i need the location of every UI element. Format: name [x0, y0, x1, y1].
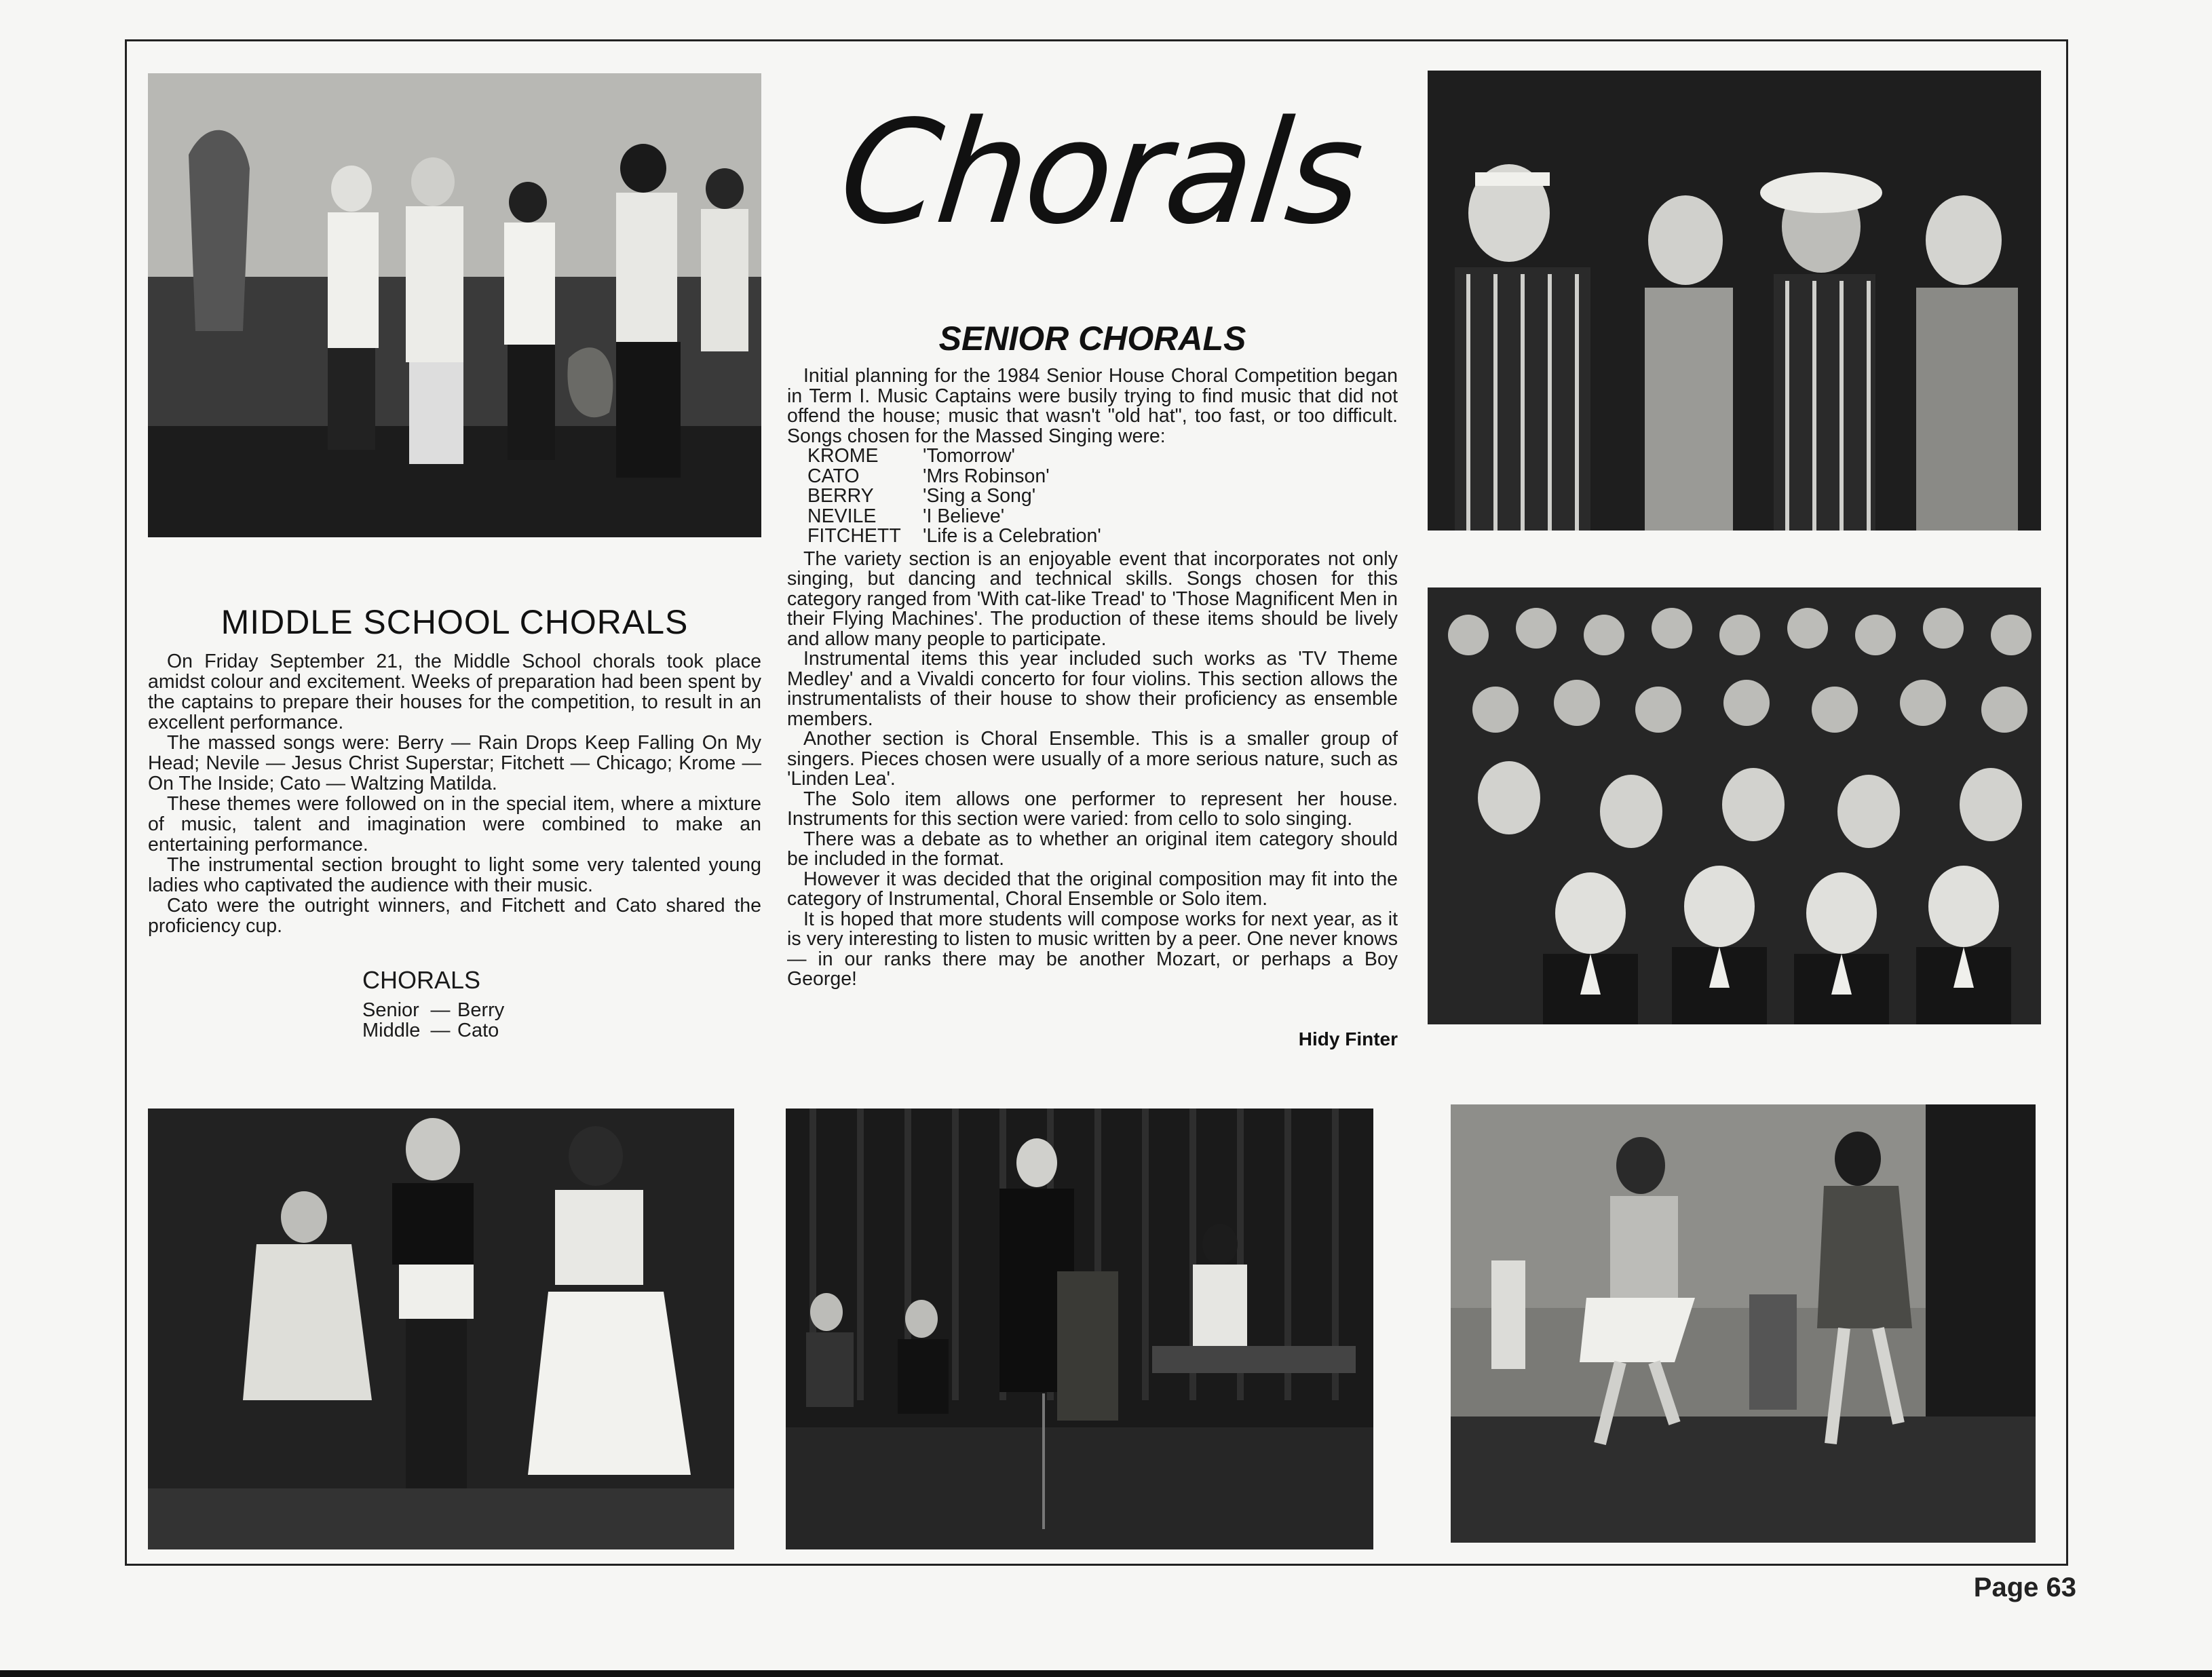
song-title: 'Mrs Robinson': [923, 465, 1050, 487]
result-house: Cato: [457, 1020, 499, 1041]
senior-paragraph: However it was decided that the original composition may fit into the category of Instrumental, Choral Ensemble or Solo item.: [787, 868, 1398, 910]
chorals-results: [362, 966, 634, 1041]
senior-paragraph: The Solo item allows one performer to represent her house. Instruments for this section were varied: from cello to solo singing.: [787, 788, 1398, 830]
result-dash: —: [430, 1020, 451, 1041]
results-table: [362, 1000, 504, 1041]
scan-edge-divider: [0, 1670, 2212, 1677]
senior-paragraph: The variety section is an enjoyable event that incorporates not only singing, but dancing and technical skills. Songs chosen for this category ranged from 'With cat-like Tread' to 'Those Magnificent Men in their Flying Machines'. The production of these items should be lively and allow many people to participate.: [787, 547, 1398, 650]
house-name: BERRY: [807, 485, 874, 507]
house-name: CATO: [807, 465, 860, 487]
house-name: NEVILE: [807, 505, 877, 527]
photo-senior-singers: [1428, 71, 2041, 531]
photo-stage-performance: [148, 73, 761, 537]
author-byline: Hidy Finter: [1298, 1028, 1398, 1049]
senior-intro-paragraph: Initial planning for the 1984 Senior House Choral Competition began in Term I. Music Captains were busily trying to find music that did not offend the house; music that wasn't "old hat", too fast, or too difficult. Songs chosen for the Massed Singing were:: [787, 365, 1398, 447]
song-title: 'Tomorrow': [923, 445, 1015, 467]
middle-paragraph: The massed songs were: Berry — Rain Drops Keep Falling On My Head; Nevile — Jesus Christ Superstar; Fitchett — Chicago; Krome — On The Inside; Cato — Waltzing Matilda.: [148, 732, 761, 794]
page-number: Page 63: [1973, 1573, 2076, 1602]
table-row: [362, 1020, 504, 1041]
song-title: 'Sing a Song': [923, 485, 1036, 507]
massed-songs-list: [807, 446, 1101, 547]
house-name: KROME: [807, 445, 879, 467]
senior-paragraph: Another section is Choral Ensemble. This is a smaller group of singers. Pieces chosen were usually of a more serious nature, such as 'Linden Lea'.: [787, 728, 1398, 790]
results-title: CHORALS: [362, 966, 481, 994]
middle-school-article: [148, 651, 761, 936]
senior-paragraph: There was a debate as to whether an original item category should be included in the format.: [787, 828, 1398, 870]
table-row: [362, 1000, 504, 1020]
list-item: [807, 486, 1101, 507]
result-level: Senior: [362, 999, 419, 1021]
middle-paragraph: Cato were the outright winners, and Fitchett and Cato shared the proficiency cup.: [148, 895, 761, 937]
photo-speaker-lectern: [786, 1109, 1373, 1549]
result-house: Berry: [457, 999, 505, 1021]
result-level: Middle: [362, 1020, 421, 1041]
senior-paragraph: Instrumental items this year included such works as 'TV Theme Medley' and a Vivaldi concerto for four violins. This section allows the instrumentalists of their house to show their proficiency as ensemble members.: [787, 648, 1398, 730]
page-title: Chorals: [833, 90, 1368, 256]
song-title: 'I Believe': [923, 505, 1005, 527]
senior-paragraph: It is hoped that more students will compose works for next year, as it is very interesting to listen to music written by a peer. One never knows — in our ranks there may be another Mozart, or perhaps a Boy George!: [787, 908, 1398, 990]
list-item: [807, 446, 1101, 467]
photo-dancers-costume: [1451, 1104, 2036, 1543]
house-name: FITCHETT: [807, 525, 901, 547]
senior-chorals-article: [787, 366, 1398, 990]
middle-school-chorals-heading: MIDDLE SCHOOL CHORALS: [221, 603, 689, 641]
list-item: [807, 467, 1101, 487]
result-dash: —: [430, 999, 451, 1021]
song-title: 'Life is a Celebration': [923, 525, 1101, 547]
list-item: [807, 507, 1101, 527]
senior-chorals-heading: SENIOR CHORALS: [938, 320, 1246, 358]
photo-dance-skirts: [148, 1109, 734, 1549]
photo-choir-uniform: [1428, 587, 2041, 1024]
list-item: [807, 526, 1101, 547]
middle-paragraph: On Friday September 21, the Middle School chorals took place amidst colour and excitement. Weeks of preparation had been spent by the captains to prepare their houses for the competition, to result in an excellent performance.: [148, 651, 761, 733]
middle-paragraph: The instrumental section brought to light some very talented young ladies who captivated the audience with their music.: [148, 854, 761, 896]
middle-paragraph: These themes were followed on in the special item, where a mixture of music, talent and imagination were combined to make an entertaining performance.: [148, 793, 761, 855]
